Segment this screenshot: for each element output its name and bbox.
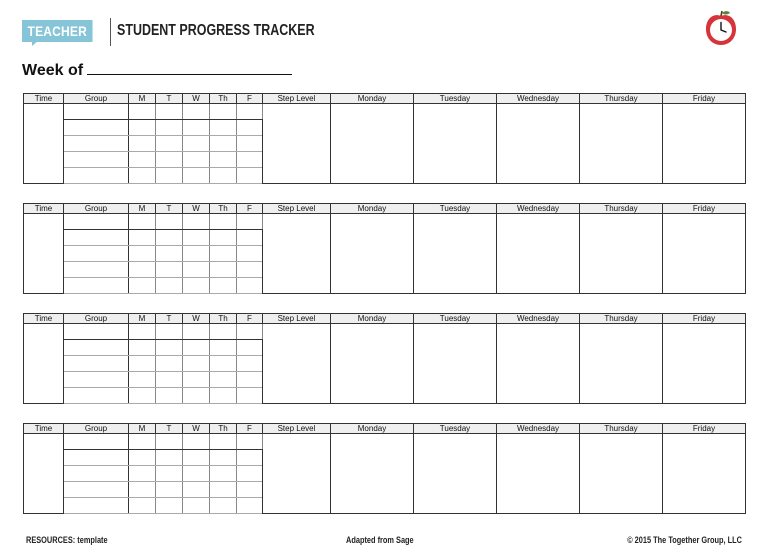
attendance-cell[interactable] <box>210 104 237 120</box>
column-header: F <box>237 424 263 434</box>
column-header: W <box>183 94 210 104</box>
attendance-cell[interactable] <box>129 246 156 262</box>
column-header: T <box>156 314 183 324</box>
attendance-cell[interactable] <box>183 104 210 120</box>
column-header: Thursday <box>580 204 663 214</box>
attendance-cell[interactable] <box>210 340 237 356</box>
attendance-cell[interactable] <box>183 214 210 230</box>
apple-clock-icon <box>702 10 740 48</box>
group-cell[interactable] <box>64 324 129 340</box>
attendance-cell[interactable] <box>183 450 210 466</box>
attendance-cell[interactable] <box>156 104 183 120</box>
group-cell[interactable] <box>64 388 129 404</box>
attendance-cell[interactable] <box>237 168 263 184</box>
attendance-cell[interactable] <box>156 340 183 356</box>
attendance-cell[interactable] <box>129 104 156 120</box>
attendance-cell[interactable] <box>183 466 210 482</box>
group-cell[interactable] <box>64 450 129 466</box>
column-header: Group <box>64 204 129 214</box>
wednesday-notes-cell[interactable] <box>497 324 580 404</box>
group-row <box>24 324 746 340</box>
column-header: Friday <box>663 314 746 324</box>
attendance-cell[interactable] <box>129 278 156 294</box>
attendance-cell[interactable] <box>156 482 183 498</box>
time-cell[interactable] <box>24 434 64 514</box>
attendance-cell[interactable] <box>129 498 156 514</box>
step-level-cell[interactable] <box>263 214 331 294</box>
attendance-cell[interactable] <box>156 262 183 278</box>
attendance-cell[interactable] <box>210 498 237 514</box>
attendance-cell[interactable] <box>237 152 263 168</box>
attendance-cell[interactable] <box>237 388 263 404</box>
column-header: M <box>129 204 156 214</box>
friday-notes-cell[interactable] <box>663 434 746 514</box>
monday-notes-cell[interactable] <box>331 434 414 514</box>
friday-notes-cell[interactable] <box>663 324 746 404</box>
group-cell[interactable] <box>64 372 129 388</box>
group-cell[interactable] <box>64 262 129 278</box>
header-divider <box>110 18 111 46</box>
attendance-cell[interactable] <box>183 324 210 340</box>
wednesday-notes-cell[interactable] <box>497 104 580 184</box>
column-header: Monday <box>331 204 414 214</box>
column-header: Time <box>24 424 64 434</box>
column-header: T <box>156 204 183 214</box>
column-header: F <box>237 314 263 324</box>
attendance-cell[interactable] <box>237 230 263 246</box>
attendance-cell[interactable] <box>210 450 237 466</box>
attendance-cell[interactable] <box>183 482 210 498</box>
attendance-cell[interactable] <box>237 246 263 262</box>
footer-copyright: © 2015 The Together Group, LLC <box>627 535 742 545</box>
column-header: Friday <box>663 204 746 214</box>
attendance-cell[interactable] <box>237 278 263 294</box>
column-header: Friday <box>663 424 746 434</box>
attendance-cell[interactable] <box>210 388 237 404</box>
attendance-cell[interactable] <box>237 434 263 450</box>
tuesday-notes-cell[interactable] <box>414 104 497 184</box>
column-header: Thursday <box>580 94 663 104</box>
attendance-cell[interactable] <box>210 278 237 294</box>
column-header: Time <box>24 204 64 214</box>
attendance-cell[interactable] <box>156 152 183 168</box>
column-header: Wednesday <box>497 424 580 434</box>
attendance-cell[interactable] <box>237 104 263 120</box>
attendance-cell[interactable] <box>210 482 237 498</box>
group-cell[interactable] <box>64 482 129 498</box>
attendance-cell[interactable] <box>210 246 237 262</box>
column-header: T <box>156 94 183 104</box>
attendance-cell[interactable] <box>237 340 263 356</box>
footer-credit: Adapted from Sage <box>346 535 414 545</box>
column-header: Time <box>24 94 64 104</box>
group-cell[interactable] <box>64 214 129 230</box>
attendance-cell[interactable] <box>156 498 183 514</box>
attendance-cell[interactable] <box>129 120 156 136</box>
attendance-cell[interactable] <box>183 388 210 404</box>
time-cell[interactable] <box>24 104 64 184</box>
attendance-cell[interactable] <box>183 356 210 372</box>
column-header: Step Level <box>263 204 331 214</box>
monday-notes-cell[interactable] <box>331 104 414 184</box>
attendance-cell[interactable] <box>156 168 183 184</box>
attendance-cell[interactable] <box>183 340 210 356</box>
time-cell[interactable] <box>24 214 64 294</box>
attendance-cell[interactable] <box>210 168 237 184</box>
group-cell[interactable] <box>64 340 129 356</box>
column-header: Th <box>210 314 237 324</box>
attendance-cell[interactable] <box>156 372 183 388</box>
column-header: Tuesday <box>414 94 497 104</box>
column-header: Monday <box>331 314 414 324</box>
attendance-cell[interactable] <box>129 214 156 230</box>
attendance-cell[interactable] <box>183 230 210 246</box>
teacher-tag-tail <box>32 41 38 46</box>
attendance-cell[interactable] <box>183 168 210 184</box>
attendance-cell[interactable] <box>129 434 156 450</box>
column-header: M <box>129 424 156 434</box>
tracker-section <box>23 313 746 404</box>
thursday-notes-cell[interactable] <box>580 324 663 404</box>
column-header: Monday <box>331 424 414 434</box>
column-header: Group <box>64 314 129 324</box>
attendance-cell[interactable] <box>183 246 210 262</box>
attendance-cell[interactable] <box>129 168 156 184</box>
attendance-cell[interactable] <box>129 262 156 278</box>
column-header: Wednesday <box>497 314 580 324</box>
thursday-notes-cell[interactable] <box>580 214 663 294</box>
attendance-cell[interactable] <box>183 434 210 450</box>
group-cell[interactable] <box>64 120 129 136</box>
attendance-cell[interactable] <box>156 120 183 136</box>
attendance-cell[interactable] <box>183 278 210 294</box>
attendance-cell[interactable] <box>237 324 263 340</box>
column-header: Thursday <box>580 314 663 324</box>
group-cell[interactable] <box>64 434 129 450</box>
monday-notes-cell[interactable] <box>331 324 414 404</box>
group-cell[interactable] <box>64 466 129 482</box>
wednesday-notes-cell[interactable] <box>497 214 580 294</box>
group-cell[interactable] <box>64 152 129 168</box>
column-header: F <box>237 204 263 214</box>
attendance-cell[interactable] <box>237 372 263 388</box>
friday-notes-cell[interactable] <box>663 214 746 294</box>
teacher-tag: TEACHER <box>22 20 93 42</box>
attendance-cell[interactable] <box>156 388 183 404</box>
attendance-cell[interactable] <box>237 120 263 136</box>
attendance-cell[interactable] <box>156 450 183 466</box>
attendance-cell[interactable] <box>210 466 237 482</box>
group-cell[interactable] <box>64 104 129 120</box>
attendance-cell[interactable] <box>129 482 156 498</box>
step-level-cell[interactable] <box>263 434 331 514</box>
column-header: Step Level <box>263 94 331 104</box>
attendance-cell[interactable] <box>210 214 237 230</box>
attendance-cell[interactable] <box>183 152 210 168</box>
attendance-cell[interactable] <box>237 466 263 482</box>
attendance-cell[interactable] <box>183 136 210 152</box>
time-cell[interactable] <box>24 324 64 404</box>
group-cell[interactable] <box>64 278 129 294</box>
group-cell[interactable] <box>64 136 129 152</box>
group-cell[interactable] <box>64 246 129 262</box>
column-header: Friday <box>663 94 746 104</box>
attendance-cell[interactable] <box>156 246 183 262</box>
attendance-cell[interactable] <box>156 278 183 294</box>
column-header: Th <box>210 424 237 434</box>
column-header: Wednesday <box>497 204 580 214</box>
attendance-cell[interactable] <box>237 136 263 152</box>
tuesday-notes-cell[interactable] <box>414 324 497 404</box>
header <box>22 16 742 50</box>
attendance-cell[interactable] <box>210 434 237 450</box>
column-header: Tuesday <box>414 314 497 324</box>
tuesday-notes-cell[interactable] <box>414 434 497 514</box>
attendance-cell[interactable] <box>210 356 237 372</box>
column-header: Wednesday <box>497 94 580 104</box>
attendance-cell[interactable] <box>183 262 210 278</box>
footer-resources: RESOURCES: template <box>26 535 108 545</box>
attendance-cell[interactable] <box>237 482 263 498</box>
column-header: M <box>129 94 156 104</box>
column-header: Th <box>210 94 237 104</box>
attendance-cell[interactable] <box>129 152 156 168</box>
tracker-section <box>23 93 746 184</box>
column-header: Th <box>210 204 237 214</box>
page-title: STUDENT PROGRESS TRACKER <box>117 22 315 39</box>
attendance-cell[interactable] <box>129 450 156 466</box>
week-of-blank[interactable] <box>87 60 292 75</box>
week-of-label: Week of <box>22 62 84 79</box>
group-row <box>24 434 746 450</box>
attendance-cell[interactable] <box>210 324 237 340</box>
attendance-cell[interactable] <box>129 466 156 482</box>
attendance-cell[interactable] <box>129 230 156 246</box>
attendance-cell[interactable] <box>129 356 156 372</box>
group-row <box>24 214 746 230</box>
thursday-notes-cell[interactable] <box>580 434 663 514</box>
column-header: Tuesday <box>414 204 497 214</box>
wednesday-notes-cell[interactable] <box>497 434 580 514</box>
attendance-cell[interactable] <box>210 372 237 388</box>
step-level-cell[interactable] <box>263 104 331 184</box>
group-cell[interactable] <box>64 356 129 372</box>
step-level-cell[interactable] <box>263 324 331 404</box>
attendance-cell[interactable] <box>129 136 156 152</box>
column-header: Thursday <box>580 424 663 434</box>
attendance-cell[interactable] <box>210 262 237 278</box>
attendance-cell[interactable] <box>237 262 263 278</box>
column-header: W <box>183 314 210 324</box>
group-cell[interactable] <box>64 230 129 246</box>
attendance-cell[interactable] <box>237 450 263 466</box>
footer <box>26 535 742 547</box>
tracker-section <box>23 203 746 294</box>
column-header: Tuesday <box>414 424 497 434</box>
thursday-notes-cell[interactable] <box>580 104 663 184</box>
attendance-cell[interactable] <box>210 120 237 136</box>
attendance-cell[interactable] <box>210 136 237 152</box>
friday-notes-cell[interactable] <box>663 104 746 184</box>
tracker-section <box>23 423 746 514</box>
group-cell[interactable] <box>64 168 129 184</box>
attendance-cell[interactable] <box>210 152 237 168</box>
tuesday-notes-cell[interactable] <box>414 214 497 294</box>
column-header: M <box>129 314 156 324</box>
attendance-cell[interactable] <box>237 214 263 230</box>
attendance-cell[interactable] <box>156 324 183 340</box>
column-header: Time <box>24 314 64 324</box>
group-row <box>24 104 746 120</box>
column-header: W <box>183 424 210 434</box>
column-header: F <box>237 94 263 104</box>
group-cell[interactable] <box>64 498 129 514</box>
attendance-cell[interactable] <box>156 356 183 372</box>
attendance-cell[interactable] <box>156 214 183 230</box>
attendance-cell[interactable] <box>156 466 183 482</box>
column-header: Step Level <box>263 314 331 324</box>
attendance-cell[interactable] <box>129 324 156 340</box>
week-of-line <box>22 60 292 80</box>
attendance-cell[interactable] <box>156 434 183 450</box>
column-header: Step Level <box>263 424 331 434</box>
column-header: T <box>156 424 183 434</box>
attendance-cell[interactable] <box>129 372 156 388</box>
attendance-cell[interactable] <box>210 230 237 246</box>
attendance-cell[interactable] <box>237 498 263 514</box>
monday-notes-cell[interactable] <box>331 214 414 294</box>
attendance-cell[interactable] <box>129 388 156 404</box>
column-header: W <box>183 204 210 214</box>
attendance-cell[interactable] <box>183 372 210 388</box>
attendance-cell[interactable] <box>156 136 183 152</box>
column-header: Group <box>64 94 129 104</box>
attendance-cell[interactable] <box>237 356 263 372</box>
attendance-cell[interactable] <box>156 230 183 246</box>
column-header: Group <box>64 424 129 434</box>
column-header: Monday <box>331 94 414 104</box>
attendance-cell[interactable] <box>129 340 156 356</box>
attendance-cell[interactable] <box>183 498 210 514</box>
attendance-cell[interactable] <box>183 120 210 136</box>
